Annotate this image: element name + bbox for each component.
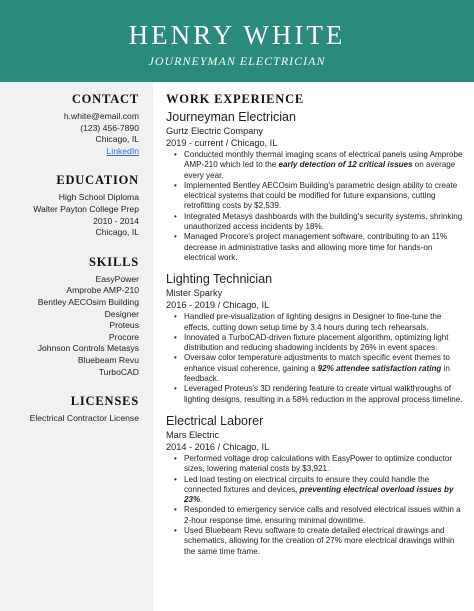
job-dates-location: 2014 - 2016 / Chicago, IL [166, 441, 270, 452]
skill-item: Bentley AECOsim Building [37, 296, 139, 307]
sidebar [0, 82, 153, 611]
job-entry [166, 272, 466, 405]
job-bullet: • Leveraged Proteus's 3D rendering feature to create virtual walkthroughs of lighting designs, resulting in a 58% reduction in the approval process timeline. [166, 384, 466, 405]
job-bullet: • Performed voltage drop calculations with EasyPower to optimize conductor sizes, lowering material costs by $3,921. [166, 454, 466, 475]
candidate-name: HENRY WHITE [128, 20, 346, 50]
skill-item: Bluebeam Revu [77, 354, 139, 365]
job-bullets [166, 454, 466, 557]
skill-item: Procore [108, 331, 139, 342]
education-school: Walter Payton College Prep [33, 203, 139, 214]
licenses-heading: LICENSES [70, 394, 139, 409]
skill-item: TurboCAD [98, 366, 139, 377]
job-bullet: • Integrated Metasys dashboards with the building's security systems, shrinking unauthorized access incidents by 18%. [166, 212, 466, 233]
work-experience-heading: WORK EXPERIENCE [166, 92, 305, 106]
job-dates-location: 2016 - 2019 / Chicago, IL [166, 300, 270, 311]
skill-item: Designer [104, 308, 139, 319]
skill-item: Amprobe AMP-210 [66, 285, 139, 296]
resume-header [0, 0, 474, 82]
job-bullet: • Innovated a TurboCAD-driven fixture placement algorithm, optimizing light distribution and reducing shadowing incidents by 26% in event spaces. [166, 333, 466, 354]
job-bullets [166, 312, 466, 405]
job-bullets [166, 150, 466, 263]
licenses-section [8, 394, 139, 425]
education-degree: High School Diploma [58, 192, 139, 203]
job-title: Electrical Laborer [166, 413, 264, 428]
contact-phone: (123) 456-7890 [80, 122, 139, 133]
job-entry [166, 110, 466, 263]
candidate-role: JOURNEYMAN ELECTRICIAN [148, 54, 326, 68]
skill-item: Proteus [109, 320, 139, 331]
job-title: Lighting Technician [166, 272, 273, 287]
job-dates-location: 2019 - current / Chicago, IL [166, 138, 278, 148]
contact-section [8, 92, 139, 157]
education-heading: EDUCATION [56, 173, 139, 188]
job-entry [166, 414, 466, 557]
job-bullet: • Managed Procore's project management software, contributing to an 11% decrease in administrative tasks and allowing more time for hands-on electrical work. [166, 232, 466, 263]
license-item: Electrical Contractor License [29, 413, 139, 424]
job-company: Gurtz Electric Company [166, 126, 264, 136]
contact-email: h.white@email.com [63, 111, 139, 121]
job-bullet: • Led load testing on electrical circuits to ensure they could handle the connected fixtures and devices, preventing electrical overload issues by 23%. [166, 475, 466, 506]
job-bullet: • Implemented Bentley AECOsim Building's parametric design ability to create electrical systems that could be modified for future expansions, cutting retrofitting costs by $2,539. [166, 181, 466, 212]
linkedin-link[interactable]: LinkedIn [106, 145, 139, 156]
contact-location: Chicago, IL [95, 134, 139, 145]
education-years: 2010 - 2014 [93, 215, 139, 226]
job-bullet: • Used Bluebeam Revu software to create detailed electrical drawings and schematics, allowing for the creation of 27% more electrical drawings within the same time frame. [166, 526, 466, 557]
job-bullet: • Handled pre-visualization of lighting designs in Designer to fine-tune the effects, cutting down setup time by 3.4 hours during tech rehearsals. [166, 312, 466, 333]
education-location: Chicago, IL [95, 227, 139, 238]
skill-item: Johnson Controls Metasys [37, 343, 139, 354]
main-content [166, 92, 466, 566]
contact-heading: CONTACT [71, 92, 139, 106]
job-company: Mister Sparky [166, 288, 223, 299]
job-company: Mars Electric [166, 429, 220, 440]
skill-item: EasyPower [95, 273, 139, 284]
skills-section [8, 255, 139, 378]
job-bullet: • Conducted monthly thermal imaging scans of electrical panels using Amprobe AMP-210 which led to the early detection of 12 critical issues on average every year. [166, 150, 466, 181]
job-bullet: • Oversaw color temperature adjustments to match specific event themes to enhance visual coherence, gaining a 92% attendee satisfaction rating in feedback. [166, 353, 466, 384]
skills-heading: SKILLS [89, 254, 139, 269]
education-section [8, 173, 139, 238]
job-bullet: • Responded to emergency service calls and resolved electrical issues within a 2-hour response time, ensuring minimal downtime. [166, 505, 466, 526]
job-title: Journeyman Electrician [166, 110, 296, 124]
